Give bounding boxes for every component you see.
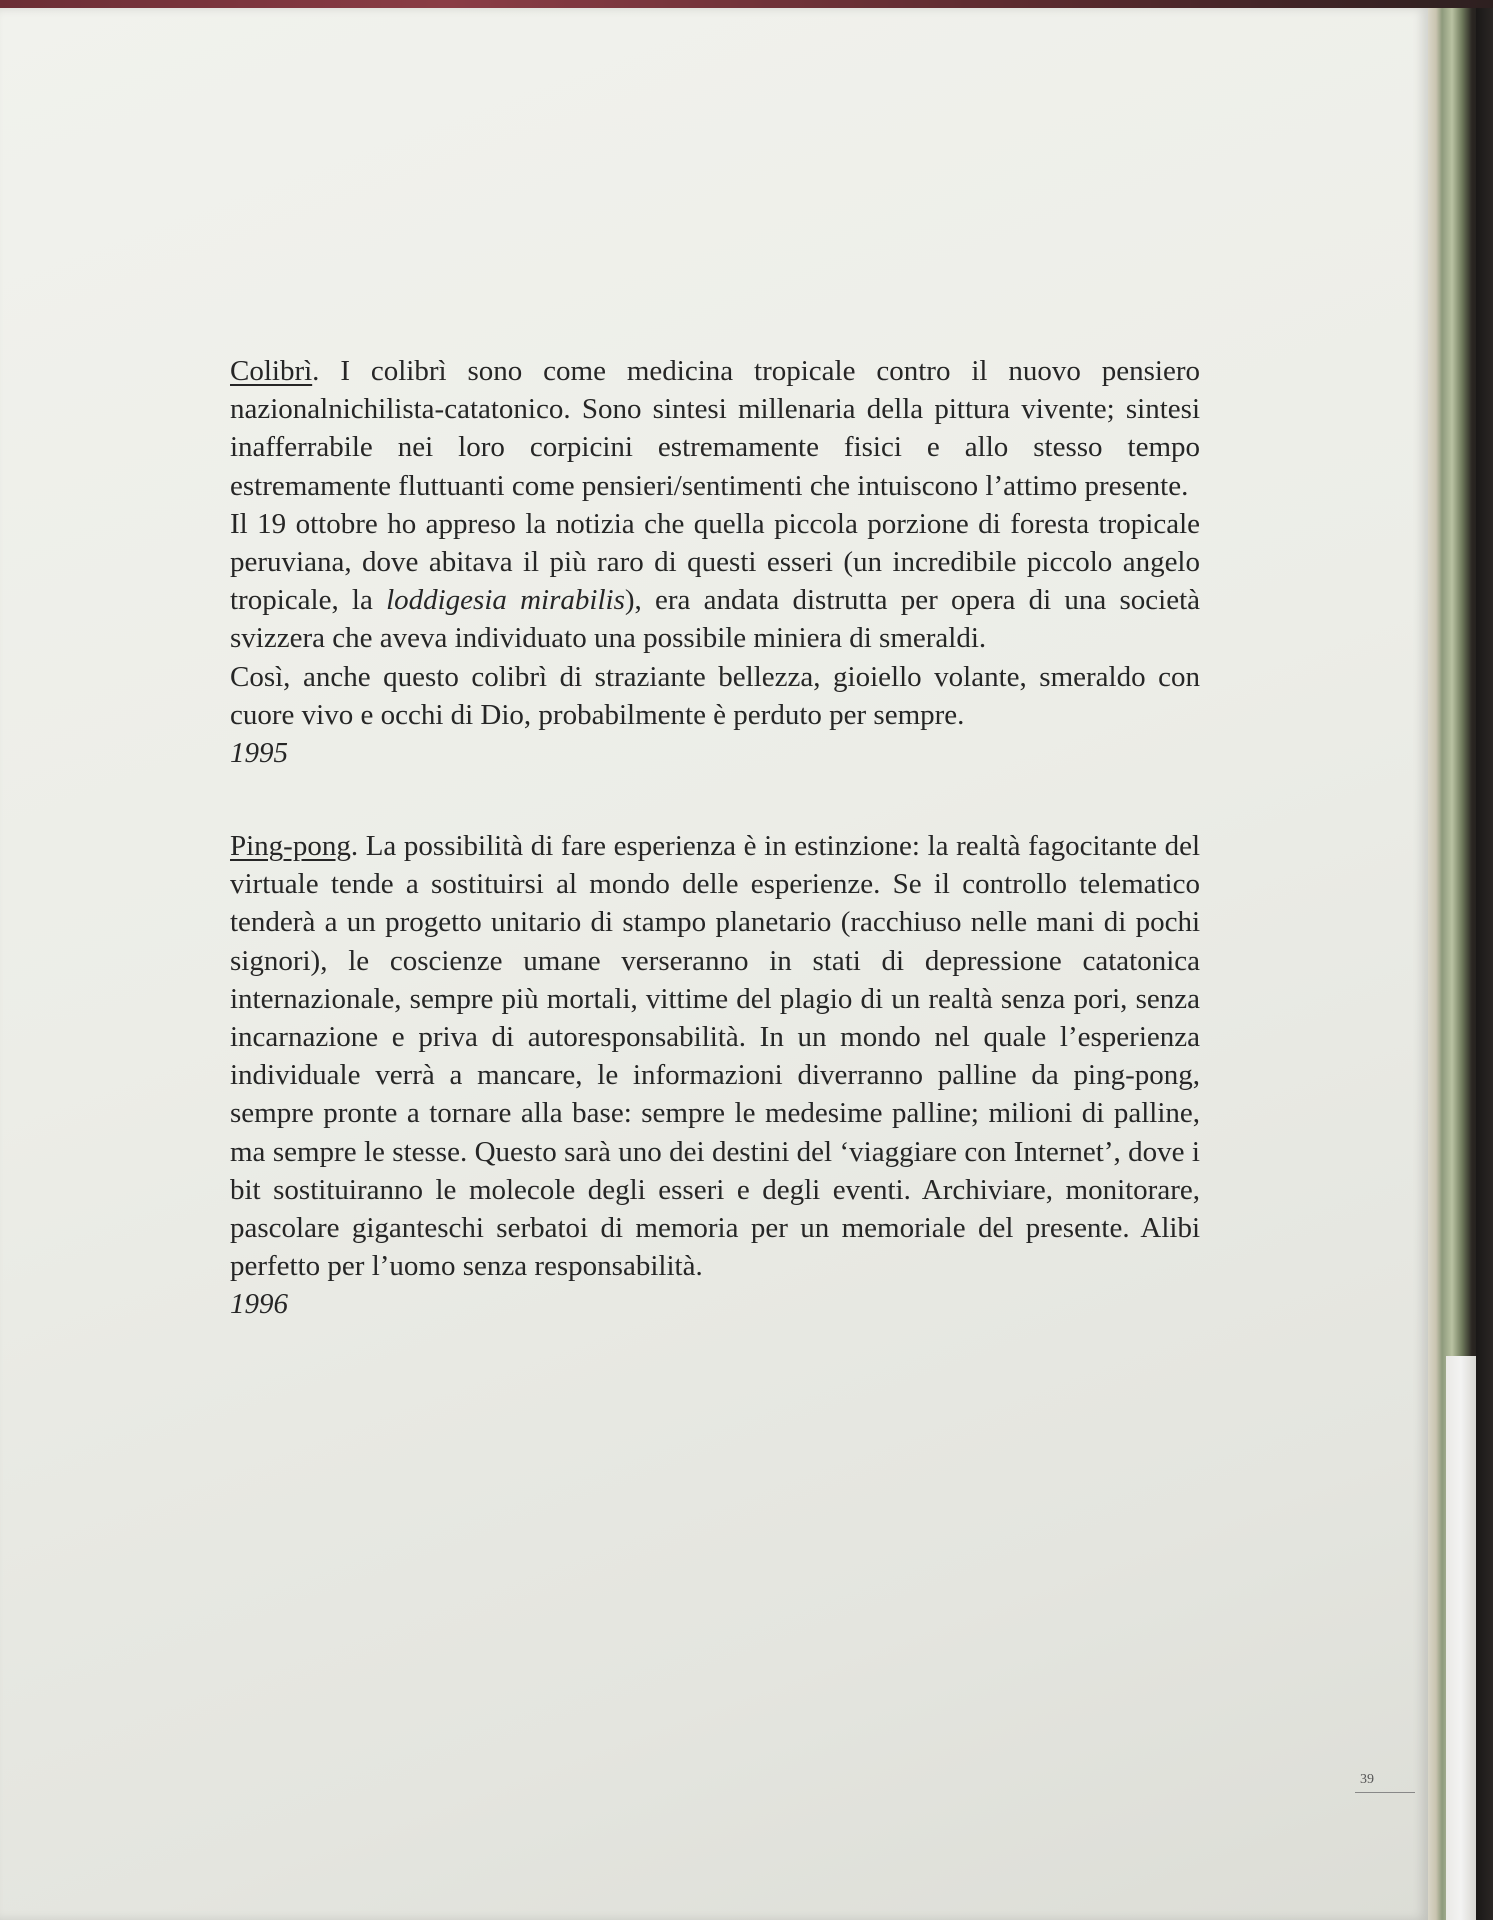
page-number-rule [1355, 1792, 1415, 1793]
pingpong-title: Ping-pong [230, 830, 351, 862]
colibri-paragraph-3: Così, anche questo colibrì di straziante bellezza, gioiello volante, smeraldo con cuore vivo e occhi di Dio, probabilmente è perduto per sempre. [230, 660, 1200, 731]
page-number: 39 [1360, 1772, 1374, 1787]
colibri-paragraph-1 [230, 352, 1200, 505]
species-name: loddigesia mirabilis [386, 584, 625, 617]
colibri-text-1: . I colibrì sono come medicina tropicale contro il nuovo pensiero nazionalnichilista-catatonico. Sono sintesi millenaria della pittura vivente; sintesi inafferrabile nei loro corpicini estremamente fisici e allo stesso tempo estremamente fluttuanti come pensieri/sentimenti che intuiscono l’attimo presente. [230, 355, 1200, 502]
page-stack-edge [1446, 1356, 1476, 1920]
adjacent-page-edge [1428, 8, 1493, 1920]
pingpong-year: 1996 [230, 1288, 288, 1321]
entry-pingpong [230, 827, 1200, 1324]
pingpong-text: . La possibilità di fare esperienza è in estinzione: la realtà fagocitante del virtuale tende a sostituirsi al mondo delle esperienze. Se il controllo telematico tenderà a un progetto unitario di stampo planetario (racchiuso nelle mani di pochi signori), le coscienze umane verseranno in stati di depressione catatonica internazionale, sempre più mortali, vittime del plagio di un realtà senza pori, senza incarnazione e priva di autoresponsabilità. In un mondo nel quale l’esperienza individuale verrà a mancare, le informazioni diverranno palline da ping-pong, sempre pronte a tornare alla base: sempre le medesime palline; milioni di palline, ma sempre le stesse. Questo sarà uno dei destini del ‘viaggiare con Internet’, dove i bit sostituiranno le molecole degli esseri e degli eventi. Archiviare, monitorare, pascolare giganteschi serbatoi di memoria per un memoriale del presente. Alibi perfetto per l’uomo senza responsabilità. [230, 830, 1200, 1283]
book-cover-edge [1476, 8, 1493, 1920]
colibri-paragraph-2 [230, 505, 1200, 658]
colibri-title: Colibrì [230, 355, 313, 387]
colibri-text-2a: Il 19 ottobre ho appreso la notizia che quella piccola porzione di foresta tropicale peruviana, dove abitava il più raro di questi esseri (un incredibile piccolo angelo tropicale, la [230, 507, 1200, 617]
entry-colibri [230, 352, 1200, 772]
colibri-text-2b: ), era andata distrutta per opera di una società svizzera che aveva individuato una possibile miniera di smeraldi. [230, 584, 1200, 655]
pingpong-paragraph [230, 827, 1200, 1285]
colibri-year: 1995 [230, 737, 288, 770]
